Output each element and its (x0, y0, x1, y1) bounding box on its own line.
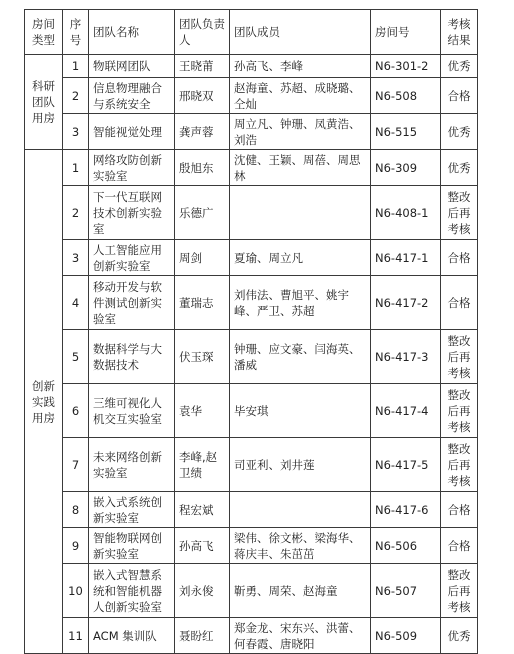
room-number-cell: N6-408-1 (371, 186, 441, 240)
room-number-cell: N6-309 (371, 150, 441, 186)
table-row (25, 618, 478, 654)
room-number-cell: N6-417-2 (371, 276, 441, 330)
serial-no-cell: 6 (63, 384, 89, 438)
header-team-members: 团队成员 (230, 10, 371, 55)
assessment-result-cell: 合格 (441, 528, 478, 564)
table-row (25, 330, 478, 384)
team-name-cell: 下一代互联网技术创新实验室 (89, 186, 175, 240)
team-name-cell: 嵌入式智慧系统和智能机器人创新实验室 (89, 564, 175, 618)
room-number-cell: N6-509 (371, 618, 441, 654)
table-row (25, 240, 478, 276)
header-assessment-result: 考核结果 (441, 10, 478, 55)
table-row (25, 528, 478, 564)
serial-no-cell: 2 (63, 78, 89, 114)
room-number-cell: N6-417-1 (371, 240, 441, 276)
team-members-cell: 夏瑜、周立凡 (230, 240, 371, 276)
serial-no-cell: 1 (63, 55, 89, 78)
team-name-cell: 智能视觉处理 (89, 114, 175, 150)
serial-no-cell: 5 (63, 330, 89, 384)
table-row (25, 114, 478, 150)
team-leader-cell: 周剑 (175, 240, 230, 276)
assessment-result-cell: 整改后再考核 (441, 564, 478, 618)
team-leader-cell: 殷旭东 (175, 150, 230, 186)
serial-no-cell: 8 (63, 492, 89, 528)
header-row (25, 10, 478, 55)
team-name-cell: 智能物联网创新实验室 (89, 528, 175, 564)
room-number-cell: N6-417-3 (371, 330, 441, 384)
team-members-cell (230, 186, 371, 240)
team-name-cell: ACM 集训队 (89, 618, 175, 654)
team-leader-cell: 乐德广 (175, 186, 230, 240)
serial-no-cell: 2 (63, 186, 89, 240)
table-row (25, 55, 478, 78)
team-members-cell: 司亚利、刘井莲 (230, 438, 371, 492)
room-type-cell: 科研团队用房 (25, 55, 63, 150)
header-serial-no: 序号 (63, 10, 89, 55)
team-members-cell: 赵海童、苏超、成晓璐、仝灿 (230, 78, 371, 114)
team-leader-cell: 孙高飞 (175, 528, 230, 564)
table-row (25, 384, 478, 438)
team-members-cell: 毕安琪 (230, 384, 371, 438)
assessment-result-cell: 优秀 (441, 55, 478, 78)
team-name-cell: 未来网络创新实验室 (89, 438, 175, 492)
serial-no-cell: 10 (63, 564, 89, 618)
team-leader-cell: 李峰,赵卫绩 (175, 438, 230, 492)
team-leader-cell: 袁华 (175, 384, 230, 438)
room-number-cell: N6-508 (371, 78, 441, 114)
serial-no-cell: 9 (63, 528, 89, 564)
team-room-table (24, 9, 478, 654)
team-name-cell: 信息物理融合与系统安全 (89, 78, 175, 114)
team-members-cell: 靳勇、周荣、赵海童 (230, 564, 371, 618)
team-name-cell: 移动开发与软件测试创新实验室 (89, 276, 175, 330)
team-name-cell: 物联网团队 (89, 55, 175, 78)
table-row (25, 492, 478, 528)
team-leader-cell: 董瑞志 (175, 276, 230, 330)
table-row (25, 438, 478, 492)
room-type-cell: 创新实践用房 (25, 150, 63, 654)
team-name-cell: 人工智能应用创新实验室 (89, 240, 175, 276)
assessment-result-cell: 优秀 (441, 150, 478, 186)
assessment-result-cell: 合格 (441, 240, 478, 276)
serial-no-cell: 7 (63, 438, 89, 492)
assessment-result-cell: 合格 (441, 276, 478, 330)
team-name-cell: 三维可视化人机交互实验室 (89, 384, 175, 438)
team-members-cell: 梁伟、徐文彬、梁海华、蒋庆丰、朱茁茁 (230, 528, 371, 564)
assessment-result-cell: 整改后再考核 (441, 330, 478, 384)
table-row (25, 78, 478, 114)
assessment-result-cell: 整改后再考核 (441, 438, 478, 492)
team-leader-cell: 程宏斌 (175, 492, 230, 528)
team-members-cell: 郑金龙、宋东兴、洪蕾、何春霞、唐晓阳 (230, 618, 371, 654)
table-row (25, 276, 478, 330)
team-name-cell: 网络攻防创新实验室 (89, 150, 175, 186)
team-leader-cell: 王晓莆 (175, 55, 230, 78)
room-number-cell: N6-507 (371, 564, 441, 618)
team-leader-cell: 聂盼红 (175, 618, 230, 654)
serial-no-cell: 3 (63, 114, 89, 150)
header-team-name: 团队名称 (89, 10, 175, 55)
team-leader-cell: 伏玉琛 (175, 330, 230, 384)
team-leader-cell: 刘永俊 (175, 564, 230, 618)
header-room-number: 房间号 (371, 10, 441, 55)
serial-no-cell: 4 (63, 276, 89, 330)
assessment-result-cell: 整改后再考核 (441, 384, 478, 438)
assessment-result-cell: 优秀 (441, 114, 478, 150)
team-leader-cell: 龚声蓉 (175, 114, 230, 150)
table-body (25, 55, 478, 654)
assessment-result-cell: 合格 (441, 78, 478, 114)
assessment-result-cell: 整改后再考核 (441, 186, 478, 240)
room-number-cell: N6-515 (371, 114, 441, 150)
team-members-cell: 钟珊、应文豪、闫海英、潘威 (230, 330, 371, 384)
table-row (25, 564, 478, 618)
team-members-cell: 沈健、王颖、周蓓、周思林 (230, 150, 371, 186)
room-number-cell: N6-506 (371, 528, 441, 564)
header-room-type: 房间类型 (25, 10, 63, 55)
table-row (25, 186, 478, 240)
room-number-cell: N6-417-5 (371, 438, 441, 492)
serial-no-cell: 3 (63, 240, 89, 276)
header-team-leader: 团队负责人 (175, 10, 230, 55)
room-number-cell: N6-417-4 (371, 384, 441, 438)
serial-no-cell: 1 (63, 150, 89, 186)
team-members-cell: 周立凡、钟珊、凤黄浩、刘浩 (230, 114, 371, 150)
team-members-cell: 孙高飞、李峰 (230, 55, 371, 78)
serial-no-cell: 11 (63, 618, 89, 654)
room-number-cell: N6-417-6 (371, 492, 441, 528)
team-name-cell: 数据科学与大数据技术 (89, 330, 175, 384)
table-row (25, 150, 478, 186)
team-members-cell: 刘伟法、曹旭平、姚宇峰、严卫、苏超 (230, 276, 371, 330)
assessment-result-cell: 优秀 (441, 618, 478, 654)
team-members-cell (230, 492, 371, 528)
team-leader-cell: 邢晓双 (175, 78, 230, 114)
room-number-cell: N6-301-2 (371, 55, 441, 78)
assessment-result-cell: 合格 (441, 492, 478, 528)
team-name-cell: 嵌入式系统创新实验室 (89, 492, 175, 528)
